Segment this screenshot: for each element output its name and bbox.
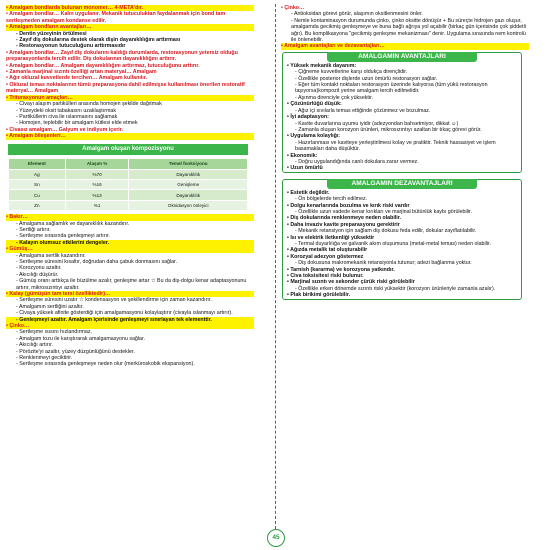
left-notes-bottom (6, 214, 254, 368)
table-header-cell: Element (9, 158, 66, 169)
text-line: - Akıcılığı düşürür. (16, 271, 59, 278)
text-line: • Amalgam bondlar… Amalgam dayanıklılığını arttırmaz, tutuculuğunu arttırır. (6, 62, 200, 69)
text-line: - Partiküllerin civa ile ıslanmasını sağlamak (16, 113, 118, 120)
column-divider (275, 4, 276, 534)
advantages-title: AMALGAMIN AVANTAJLARI (327, 52, 477, 62)
text-line: - Ön bölgelerde tercih edilmez. (295, 196, 368, 203)
table-cell: %13 (65, 190, 129, 200)
text-line: - Amalgama sertlik kazandırır. (16, 252, 86, 259)
table-row (9, 190, 248, 200)
right-column (281, 5, 529, 303)
text-line: - Diş dokusuna makromekanik retansiyonla tutunur; adezi bağlanma yoktur. (295, 260, 472, 267)
text-line: • Çinko… (6, 323, 254, 329)
text-line: • Amalgam bileşenleri… (6, 133, 254, 139)
text-line: • Daha invaziv kavite preparasyonu gerektirir (287, 221, 400, 228)
text-line: • Okluzal temas noktalarının tümü preparasyona dahil edilmişse kullanılması önerilen restoratif materyal… Amalgam (6, 81, 245, 95)
page-number: 45 (267, 529, 285, 547)
text-line: • Amalgam bondların avantajları… (6, 24, 254, 30)
text-line: - Hazırlanması ve kaviteye yerleştirilmesi kolay ve pratiktir. Teknik hassasiyet ve işlem basamakları daha düşüktür. (295, 139, 496, 153)
text-line: - Sertleşme sırasında genleşmeyi artırır. (16, 233, 110, 240)
text-line: - Kalayın olumsuz etkilerini dengeler. (6, 240, 254, 246)
table-row (9, 200, 248, 210)
text-line: - Pörözite'yi azaltır, yüzey düzgünlüğünü destekler. (16, 348, 135, 355)
text-line: - Renklenmeyi geciktirir. (16, 355, 73, 362)
text-line: - Ağız içi sıvılarla temas ettiğinde çözünmez ve bozulmaz. (295, 107, 431, 114)
left-notes-top (6, 5, 254, 140)
text-line: - Özellikle posterior dişlerde uzun ömürlü restorasyon sağlar. (295, 75, 438, 82)
text-line: - Zamanla oluşan korozyon ürünleri, mikrosızıntıyı azaltan bir tıkaç görevi görür. (295, 126, 482, 133)
text-line: - Civaya yüksek afinite gösterdiği için amalgamasyonu kolaylaştırır (civayla ıslanmayı artırır). (16, 310, 233, 317)
text-line: • Dolgu kenarlarında bozulma ve kırık riski vardır (287, 202, 410, 209)
text-line: • Kalay (gümüşün tam tersi özelliktedir)… (6, 291, 254, 297)
text-line: - Amalgam tozu ile karıştırarak amalgamasyonu sağlar. (16, 335, 145, 342)
text-line: - Dentin yüzeyinin örtülmesi (16, 30, 87, 37)
text-line: • Triturasyonun amaçları… (6, 95, 254, 101)
text-line: • Bakır… (6, 214, 254, 220)
text-line: - Termal duyarlılığa ve galvanik akım oluşumuna (metal-metal temas) neden olabilir. (295, 241, 491, 247)
advantages-list (283, 63, 521, 172)
table-row (9, 179, 248, 189)
text-line: - Zayıf diş dokularına destek olarak dişin dayanıklılığını arttırması (16, 37, 181, 44)
text-line: - Sertleşme süresini uzatır ☆ kondensasyon ve şekillendirme için zaman kazandırır. (16, 297, 212, 304)
table-cell: Sn (9, 179, 66, 189)
text-line: • Zamanla marjinal sızıntı özelliği artan materyal… Amalgam (6, 69, 157, 76)
text-line: - Sertleşme sırasında genleşmeye neden olur (merküroskobik ekspansiyon). (16, 361, 195, 368)
text-line: - Mekanik retansiyon için sağlam diş dokusu feda edilir, dokular zayıflatılabilir. (295, 228, 477, 235)
text-line: • Korozyal adezyon göstermez (287, 253, 364, 260)
text-line: - Çiğneme kuvvetlerine karşı oldukça dirençlidir. (295, 69, 408, 76)
disadvantages-title: AMALGAMIN DEZAVANTAJLARI (327, 179, 477, 189)
text-line: • Diş dokularında renklenmeye neden olabilir. (287, 215, 402, 222)
left-column (6, 5, 254, 368)
table-cell: Genişleme (129, 179, 248, 189)
text-line: - Sertleşme süresini kısaltır, doğrudan daha çabuk donmasını sağlar. (16, 258, 178, 265)
text-line: - Kavite duvarlarına uyumu iyidir (adezyondan bahsetmiyor, dikkat ☺) (295, 120, 459, 127)
table-body (9, 169, 248, 211)
text-line: - Nemle kontaminasyon durumunda çinko, çinko oksitte dönüşür + Bu süreçte hidrojen gazı oluşur, amalgamda gecikmiş genleşmeye ve buna bağlı ağrıya yol açabilir (birkaç gün içerisinde çok şiddetli ağrı). Bu komplikasyona "gecikmiş genleşme mekanizması" denir. Uygulama sırasında nem kontrolü ile önlenebilir. (291, 17, 526, 44)
text-line: - Yüzeydeki oksit tabakasını uzaklaştırmak (16, 107, 116, 114)
text-line: • Çinko… (281, 5, 305, 11)
text-line: - Antioksidan görevi görür, alaşımın oksitlenmesini önler. (291, 11, 423, 18)
table-row (9, 169, 248, 179)
text-line: • Isı ve elektrik iletkenliği yüksektir (287, 234, 375, 241)
text-line: • Civa toksisitesi riski bulunur. (287, 273, 364, 280)
text-line: - Aşınma direnciyle çok yüksektir. (295, 94, 374, 101)
text-line: • Tarnish (kararma) ve korozyona yatkındır. (287, 266, 395, 273)
text-line: - Amalgama sağlamlık ve dayanıklılık kazandırır. (16, 220, 130, 227)
text-line: • Ağızda metalik tat oluşturabilir (287, 247, 368, 254)
text-line: - Doğru uygulandığında canlı dokulara zarar vermez. (295, 158, 419, 165)
table-header-cell: Alaşım % (65, 158, 129, 169)
text-line: • Marjinal sızıntı ve sekonder çürük riski görülebilir (287, 279, 415, 286)
text-line: - Akıcılığı artırır. (16, 342, 54, 349)
table-cell: Zn (9, 200, 66, 210)
text-line: • Amalgam bondlar… Kalın uygulanır. Mekanik tutuculuktan faydalanmak için bond tam sertleşmeden amalgam kondanse edilir. (6, 11, 226, 24)
table-header-cell: Temel fonksiyonu (129, 158, 248, 169)
text-line: • Ağır okluzal kuvvetlerde tercihen… Amalgam kullanılır. (6, 75, 147, 82)
text-line: • İyi adaptasyon: (287, 114, 329, 121)
text-line: - Gümüş oranı arttıkça ile büzülme azalır, genleşme artar ☆ Bu da diş-dolgu kenar adaptasyonunu artırır, mikrosızıntıyı azaltır. (16, 278, 247, 291)
table-cell: %16 (65, 179, 129, 189)
text-line: - Korozyonu azaltır. (16, 265, 62, 272)
text-line: • Ekonomik: (287, 152, 318, 159)
right-notes-top (281, 5, 529, 50)
table-cell: %70 (65, 169, 129, 179)
text-line: - Eğer tüm kontakt noktaları restorasyon üzerinde kalıyorsa (tüm yükü restorasyon taşıyorsa)kompozit yerine amalgam tercih edilmelidir. (295, 82, 488, 95)
text-line: - Genleşmeyi azaltır. Amalgam içerisinde genleşmeyi sınırlayan tek elementtir. (6, 317, 254, 323)
table-cell: Ag (9, 169, 66, 179)
disadvantages-list (283, 190, 521, 299)
table-cell: Oksidasyon önleyici (129, 200, 248, 210)
table-header-row (9, 158, 248, 169)
text-line: • Amalgam bondlarda bulunan monomer… 4-META'dır. (6, 5, 254, 11)
disadvantages-box (282, 179, 522, 300)
text-line: • Gümüş… (6, 246, 254, 252)
text-line: - Sertleşme ısısını hızlandırmaz. (16, 329, 92, 336)
text-line: • Uygulama kolaylığı: (287, 133, 341, 140)
table-cell: Dayanıklılık (129, 190, 248, 200)
text-line: - Restorasyonun tutuculuğunu arttırmasıdır (16, 43, 126, 50)
text-line: - Özellikle erken dönemde sızıntı riski yüksektir (korozyon ürünleriyle zamanla azalır). (295, 285, 496, 292)
composition-table (8, 158, 248, 212)
text-line: • Yüksek mekanik dayanım: (287, 62, 357, 69)
text-line: - Sertliği artırır. (16, 226, 51, 233)
text-line: • Amalgam bondlar… Zayıf diş dokularını kaldığı durumlarda, restorasyonun yetersiz olduğu preparasyonlarda tercih edilir. Diş dokularının dayanıklılığını arttırır. (6, 49, 238, 63)
table-cell: Cu (9, 190, 66, 200)
table-cell: Dayanıklılık (129, 169, 248, 179)
advantages-box (282, 52, 522, 173)
text-line: - Homojen, teplebilir bir amalgam kütlesi elde etmek (16, 120, 138, 127)
text-line: - Civayı alaşım partikülleri arasında homojen şekilde dağıtmak (16, 101, 162, 108)
text-line: • Plak birikimi görülebilir. (287, 292, 351, 299)
composition-table-title: Amalgam oluşan kompozisyonu (8, 144, 248, 155)
text-line: - Amalgamın sertliğini azaltır. (16, 303, 84, 310)
text-line: • Uzun ömürlü (287, 165, 323, 172)
table-cell: %1 (65, 200, 129, 210)
text-line: • Çözünürlüğü düşük: (287, 101, 342, 108)
text-line: • Civasız amalgam… Galyum ve indiyum içerir. (6, 126, 123, 133)
text-line: • Estetik değildir. (287, 189, 330, 196)
text-line: - Özellikle uzun vadede kenar kırıkları ve marjinal bütünlük kaybı görülebilir. (295, 208, 472, 215)
text-line: • Amalgam avantajları ve dezavantajları… (281, 43, 529, 49)
